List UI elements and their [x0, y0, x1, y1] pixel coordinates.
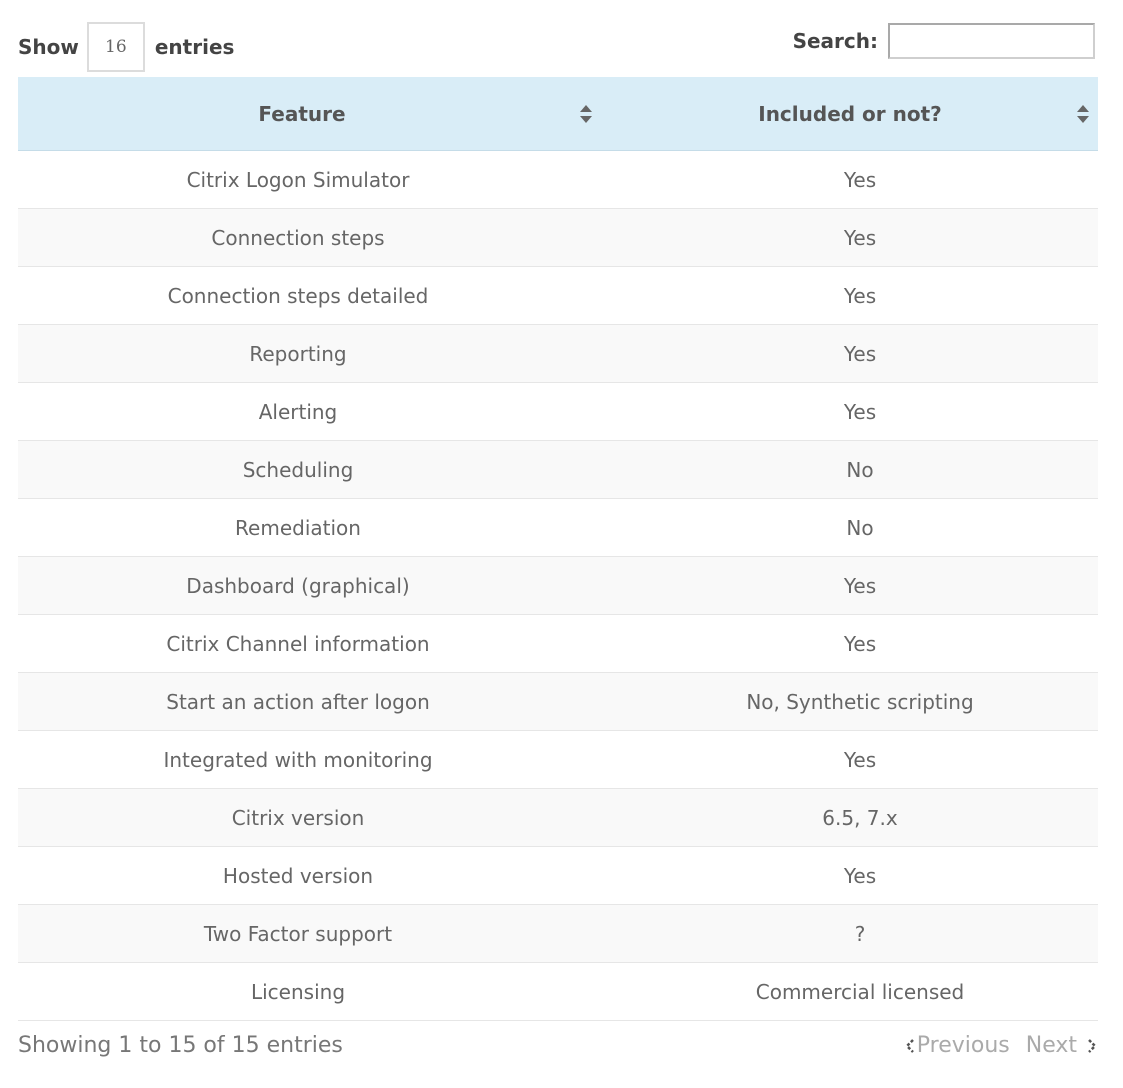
- included-cell: [602, 673, 1098, 731]
- entries-length-control: [18, 20, 234, 74]
- feature-cell-text: Connection steps: [211, 225, 385, 250]
- table-row: [18, 789, 1098, 847]
- feature-cell: [18, 673, 602, 731]
- features-table: [18, 77, 1098, 1021]
- included-cell: [602, 615, 1098, 673]
- table-row: [18, 151, 1098, 209]
- next-label: Next: [1025, 1033, 1077, 1058]
- included-cell-text: Yes: [843, 225, 877, 250]
- included-cell: [602, 267, 1098, 325]
- table-row: [18, 847, 1098, 905]
- entries-label: entries: [154, 35, 235, 59]
- table-row: [18, 731, 1098, 789]
- included-cell: [602, 209, 1098, 267]
- feature-cell: [18, 557, 602, 615]
- feature-cell-text: Connection steps detailed: [167, 283, 429, 308]
- included-cell: [602, 499, 1098, 557]
- included-cell-text: Yes: [843, 283, 877, 308]
- feature-cell: [18, 151, 602, 209]
- feature-cell-text: Dashboard (graphical): [186, 573, 410, 598]
- column-header-label: Included or not?: [758, 101, 942, 126]
- included-cell: [602, 731, 1098, 789]
- feature-cell-text: Two Factor support: [203, 921, 393, 946]
- next-button[interactable]: [1026, 1033, 1099, 1058]
- included-cell-text: No: [846, 515, 874, 540]
- search-control: [793, 23, 1095, 59]
- feature-cell: [18, 847, 602, 905]
- feature-cell-text: Integrated with monitoring: [163, 747, 433, 772]
- previous-label: Previous: [916, 1033, 1010, 1058]
- table-row: [18, 963, 1098, 1021]
- pagination: [903, 1033, 1099, 1058]
- feature-cell-text: Citrix Channel information: [166, 631, 430, 656]
- feature-cell: [18, 905, 602, 963]
- table-body: [18, 151, 1098, 1021]
- search-label: Search:: [792, 29, 878, 53]
- included-cell: [602, 325, 1098, 383]
- included-cell-text: Yes: [843, 747, 877, 772]
- included-cell: [602, 557, 1098, 615]
- feature-cell: [18, 615, 602, 673]
- table-row: [18, 325, 1098, 383]
- included-cell-text: No, Synthetic scripting: [746, 689, 974, 714]
- search-input[interactable]: [888, 23, 1095, 59]
- table-row: [18, 383, 1098, 441]
- feature-cell-text: Citrix version: [231, 805, 365, 830]
- feature-cell-text: Reporting: [249, 341, 347, 366]
- included-cell: [602, 789, 1098, 847]
- included-cell-text: Yes: [843, 863, 877, 888]
- feature-cell-text: Hosted version: [222, 863, 374, 888]
- feature-cell-text: Start an action after logon: [166, 689, 430, 714]
- feature-cell-text: Licensing: [250, 979, 346, 1004]
- table-controls: [18, 20, 1098, 74]
- column-header-feature[interactable]: [18, 77, 602, 151]
- sort-both-icon: [1076, 104, 1090, 124]
- column-header-label: Feature: [258, 101, 346, 126]
- feature-cell-text: Scheduling: [242, 457, 354, 482]
- table-row: [18, 441, 1098, 499]
- table-row: [18, 905, 1098, 963]
- table-header-row: [18, 77, 1098, 151]
- included-cell: [602, 847, 1098, 905]
- included-cell-text: Yes: [843, 631, 877, 656]
- table-row: [18, 267, 1098, 325]
- feature-cell: [18, 383, 602, 441]
- show-label: Show: [18, 35, 79, 59]
- included-cell-text: Yes: [843, 573, 877, 598]
- table-info: Showing 1 to 15 of 15 entries: [18, 1033, 343, 1058]
- included-cell-text: Yes: [843, 167, 877, 192]
- feature-cell: [18, 731, 602, 789]
- feature-cell: [18, 209, 602, 267]
- chevron-right-icon: [1085, 1037, 1099, 1055]
- feature-cell: [18, 963, 602, 1021]
- included-cell: [602, 151, 1098, 209]
- included-cell: [602, 905, 1098, 963]
- included-cell-text: Yes: [843, 341, 877, 366]
- table-row: [18, 557, 1098, 615]
- included-cell-text: ?: [854, 921, 866, 946]
- table-row: [18, 615, 1098, 673]
- feature-cell: [18, 499, 602, 557]
- table-row: [18, 499, 1098, 557]
- included-cell-text: No: [846, 457, 874, 482]
- table-row: [18, 209, 1098, 267]
- previous-button[interactable]: [903, 1033, 1010, 1058]
- table-row: [18, 673, 1098, 731]
- feature-cell-text: Citrix Logon Simulator: [186, 167, 410, 192]
- feature-cell: [18, 267, 602, 325]
- sort-both-icon: [579, 104, 593, 124]
- included-cell-text: Commercial licensed: [755, 979, 965, 1004]
- column-header-included[interactable]: [602, 77, 1098, 151]
- included-cell-text: Yes: [843, 399, 877, 424]
- included-cell-text: 6.5, 7.x: [822, 805, 898, 830]
- included-cell: [602, 963, 1098, 1021]
- chevron-left-icon: [903, 1037, 917, 1055]
- feature-cell: [18, 325, 602, 383]
- included-cell: [602, 383, 1098, 441]
- feature-cell-text: Alerting: [258, 399, 338, 424]
- feature-cell: [18, 441, 602, 499]
- feature-cell: [18, 789, 602, 847]
- included-cell: [602, 441, 1098, 499]
- feature-cell-text: Remediation: [235, 515, 361, 540]
- entries-per-page-select[interactable]: 16: [87, 22, 145, 72]
